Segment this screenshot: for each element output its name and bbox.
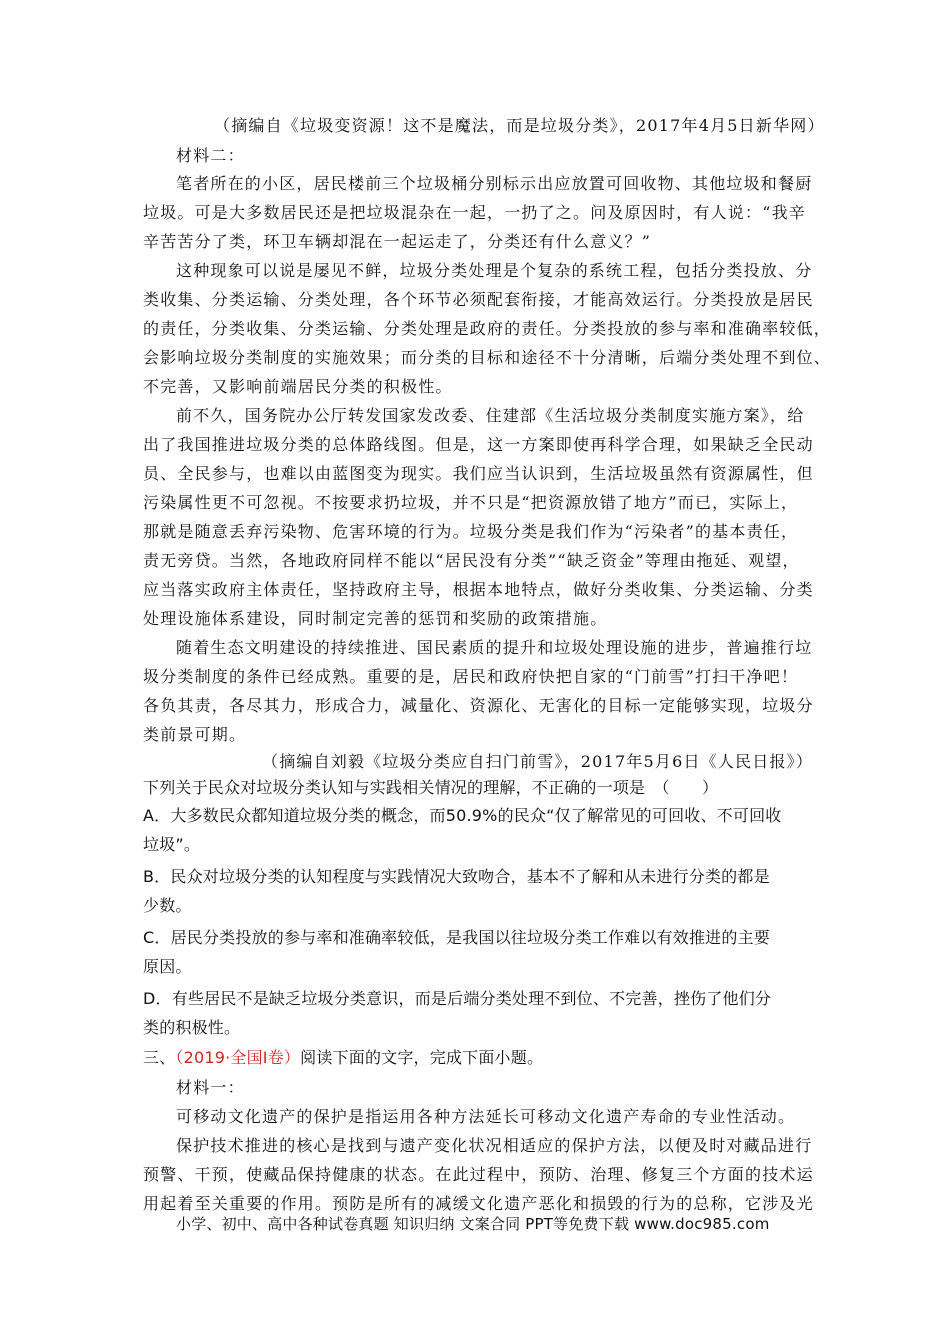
option-a-cont: 垃圾”。	[143, 835, 201, 854]
source-citation-1: （摘编自《垃圾变资源！这不是魔法，而是垃圾分类》，2017年4月5日新华网）	[214, 116, 825, 135]
paragraph-line: 这种现象可以说是屡见不鲜，垃圾分类处理是个复杂的系统工程，包括分类投放、分	[176, 261, 813, 280]
paragraph-line: 可移动文化遗产的保护是指运用各种方法延长可移动文化遗产寿命的专业性活动。	[176, 1107, 796, 1126]
paragraph-line: 辛苦苦分了类，环卫车辆却混在一起运走了，分类还有什么意义？”	[143, 232, 652, 251]
paragraph-line: 笔者所在的小区，居民楼前三个垃圾桶分别标示出应放置可回收物、其他垃圾和餐厨	[176, 174, 813, 193]
paragraph-line: 的责任，分类收集、分类运输、分类处理是政府的责任。分类投放的参与率和准确率较低，	[143, 319, 832, 338]
option-d: D．有些居民不是缺乏垃圾分类意识，而是后端分类处理不到位、不完善，挫伤了他们分	[143, 989, 772, 1008]
source-citation-2: （摘编自刘毅《垃圾分类应自扫门前雪》，2017年5月6日《人民日报》）	[262, 752, 814, 771]
material-2-title: 材料二：	[176, 146, 245, 165]
paragraph-line: 出了我国推进垃圾分类的总体路线图。但是，这一方案即使再科学合理，如果缺乏全民动	[143, 435, 814, 454]
paragraph-line: 污染属性更不可忽视。不按要求扔垃圾，并不只是“把资源放错了地方”而已，实际上，	[143, 493, 799, 512]
paragraph-line: 类前景可期。	[143, 725, 247, 744]
paragraph-line: 垃圾。可是大多数居民还是把垃圾混杂在一起，一扔了之。问及原因时，有人说：“我辛	[143, 203, 806, 222]
paragraph-line: 保护技术推进的核心是找到与遗产变化状况相适应的保护方法，以便及时对藏品进行	[176, 1136, 813, 1155]
exam-source-tag: （2019·全国I卷）	[175, 1048, 301, 1067]
paragraph-line: 那就是随意丢弃污染物、危害环境的行为。垃圾分类是我们作为“污染者”的基本责任，	[143, 522, 799, 541]
paragraph-line: 预警、干预，使藏品保持健康的状态。在此过程中，预防、治理、修复三个方面的技术运	[143, 1165, 814, 1184]
question-stem: 下列关于民众对垃圾分类认知与实践相关情况的理解，不正确的一项是 （ ）	[143, 778, 719, 797]
paragraph-line: 圾分类制度的条件已经成熟。重要的是，居民和政府快把自家的“门前雪”打扫干净吧！	[143, 667, 799, 686]
paragraph-line: 随着生态文明建设的持续推进、国民素质的提升和垃圾处理设施的进步，普遍推行垃	[176, 638, 813, 657]
paragraph-line: 不完善，又影响前端居民分类的积极性。	[143, 377, 453, 396]
paragraph-line: 前不久，国务院办公厅转发国家发改委、住建部《生活垃圾分类制度实施方案》，给	[176, 406, 805, 425]
section-3-heading	[143, 1047, 543, 1069]
section-3-instruction: 阅读下面的文字，完成下面小题。	[300, 1048, 544, 1067]
paragraph-line: 各负其责，各尽其力，形成合力，减量化、资源化、无害化的目标一定能够实现，垃圾分	[143, 696, 814, 715]
option-c: C．居民分类投放的参与率和准确率较低，是我国以往垃圾分类工作难以有效推进的主要	[143, 928, 770, 947]
paragraph-line: 处理设施体系建设，同时制定完善的惩罚和奖励的政策措施。	[143, 609, 608, 628]
option-b-cont: 少数。	[143, 896, 192, 915]
paragraph-line: 应当落实政府主体责任，坚持政府主导，根据本地特点，做好分类收集、分类运输、分类	[143, 580, 814, 599]
paragraph-line: 用起着至关重要的作用。预防是所有的减缓文化遗产恶化和损毁的行为的总称，它涉及光	[143, 1194, 814, 1213]
option-b: B．民众对垃圾分类的认知程度与实践情况大致吻合，基本不了解和从未进行分类的都是	[143, 867, 770, 886]
paragraph-line: 类收集、分类运输、分类处理，各个环节必须配套衔接，才能高效运行。分类投放是居民	[143, 290, 814, 309]
paragraph-line: 责无旁贷。当然，各地政府同样不能以“居民没有分类”“缺乏资金”等理由拖延、观望，	[143, 551, 800, 570]
option-a: A．大多数民众都知道垃圾分类的概念，而50.9%的民众“仅了解常见的可回收、不可回收	[143, 806, 782, 825]
material-1-title: 材料一：	[176, 1078, 245, 1097]
paragraph-line: 员、全民参与，也难以由蓝图变为现实。我们应当认识到，生活垃圾虽然有资源属性，但	[143, 464, 814, 483]
page-footer: 小学、初中、高中各种试卷真题 知识归纳 文案合同 PPT等免费下载 www.doc985.com	[176, 1215, 770, 1233]
paragraph-line: 会影响垃圾分类制度的实施效果；而分类的目标和途径不十分清晰，后端分类处理不到位、	[143, 348, 832, 367]
section-3-prefix: 三、	[143, 1048, 176, 1067]
option-d-cont: 类的积极性。	[143, 1018, 241, 1037]
option-c-cont: 原因。	[143, 957, 192, 976]
